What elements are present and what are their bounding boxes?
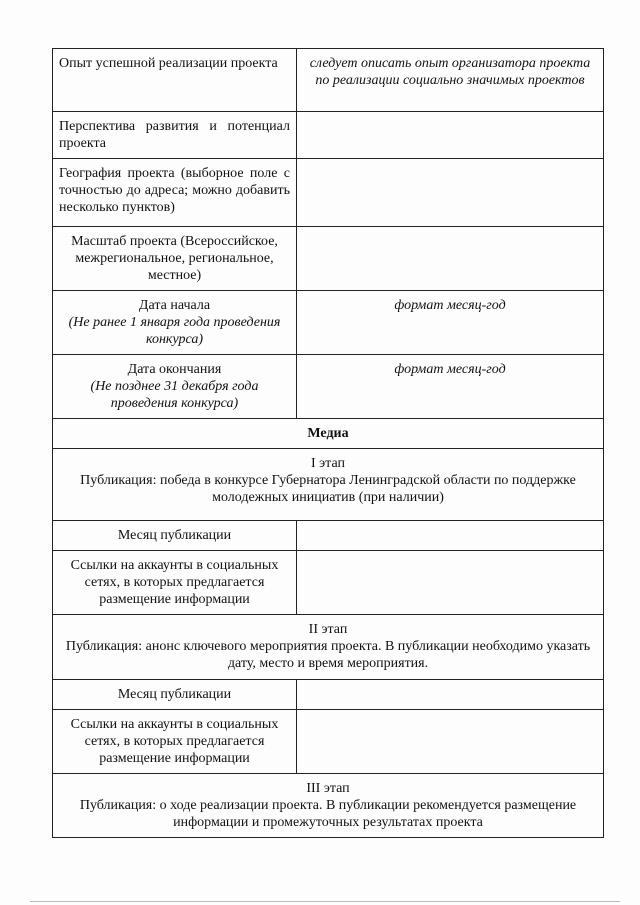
row-label-scale: Масштаб проекта (Всероссийское, межрегиональное, региональное, местное) bbox=[53, 227, 297, 291]
start-date-note: (Не ранее 1 января года проведения конкурса) bbox=[68, 315, 281, 347]
row-label-start-date bbox=[53, 291, 297, 355]
table-row bbox=[53, 291, 604, 355]
table-row bbox=[53, 419, 604, 449]
table-row bbox=[53, 551, 604, 615]
stage-2-month-label: Месяц публикации bbox=[53, 680, 297, 710]
table-row bbox=[53, 774, 604, 838]
table-row bbox=[53, 112, 604, 159]
start-date-label: Дата начала bbox=[138, 298, 211, 313]
stage-1-links-label: Ссылки на аккаунты в социальных сетях, в которых предлагается размещение информации bbox=[53, 551, 297, 615]
stage-3-name: III этап bbox=[306, 781, 350, 796]
row-label-end-date bbox=[53, 355, 297, 419]
stage-1-links-value[interactable] bbox=[297, 551, 604, 615]
stage-3-block bbox=[53, 774, 604, 838]
row-value-end-date[interactable]: формат месяц-год bbox=[297, 355, 604, 419]
stage-1-text: Публикация: победа в конкурсе Губернатора Ленинградской области по поддержке молодежных инициатив (при наличии) bbox=[80, 473, 576, 505]
table-row bbox=[53, 355, 604, 419]
row-label-geography: География проекта (выборное поле с точностью до адреса; можно добавить несколько пунктов) bbox=[53, 159, 297, 227]
row-value-scale[interactable] bbox=[297, 227, 604, 291]
table-row bbox=[53, 710, 604, 774]
row-value-geography[interactable] bbox=[297, 159, 604, 227]
end-date-note: (Не позднее 31 декабря года проведения конкурса) bbox=[90, 379, 259, 411]
stage-1-month-label: Месяц публикации bbox=[53, 521, 297, 551]
table-row bbox=[53, 159, 604, 227]
stage-2-name: II этап bbox=[308, 622, 348, 637]
stage-2-month-value[interactable] bbox=[297, 680, 604, 710]
row-value-perspective[interactable] bbox=[297, 112, 604, 159]
row-label-perspective: Перспектива развития и потенциал проекта bbox=[53, 112, 297, 159]
page-bottom-edge bbox=[30, 901, 620, 902]
stage-2-block bbox=[53, 615, 604, 680]
table-row bbox=[53, 680, 604, 710]
stage-1-name: I этап bbox=[311, 456, 345, 471]
stage-3-text: Публикация: о ходе реализации проекта. В публикации рекомендуется размещение информации и промежуточных результатах проекта bbox=[79, 798, 577, 830]
table-row bbox=[53, 449, 604, 521]
stage-1-month-value[interactable] bbox=[297, 521, 604, 551]
row-value-start-date[interactable]: формат месяц-год bbox=[297, 291, 604, 355]
table-row bbox=[53, 521, 604, 551]
table-row bbox=[53, 227, 604, 291]
stage-1-block bbox=[53, 449, 604, 521]
row-label-experience: Опыт успешной реализации проекта bbox=[53, 49, 297, 112]
stage-2-links-label: Ссылки на аккаунты в социальных сетях, в которых предлагается размещение информации bbox=[53, 710, 297, 774]
row-value-experience[interactable]: следует описать опыт организатора проекта по реализации социально значимых проектов bbox=[297, 49, 604, 112]
application-form-table bbox=[52, 48, 604, 838]
media-section-title: Медиа bbox=[53, 419, 604, 449]
stage-2-text: Публикация: анонс ключевого мероприятия проекта. В публикации необходимо указать дату, место и время мероприятия. bbox=[65, 639, 591, 671]
table-row bbox=[53, 49, 604, 112]
stage-2-links-value[interactable] bbox=[297, 710, 604, 774]
table-row bbox=[53, 615, 604, 680]
end-date-label: Дата окончания bbox=[127, 362, 222, 377]
